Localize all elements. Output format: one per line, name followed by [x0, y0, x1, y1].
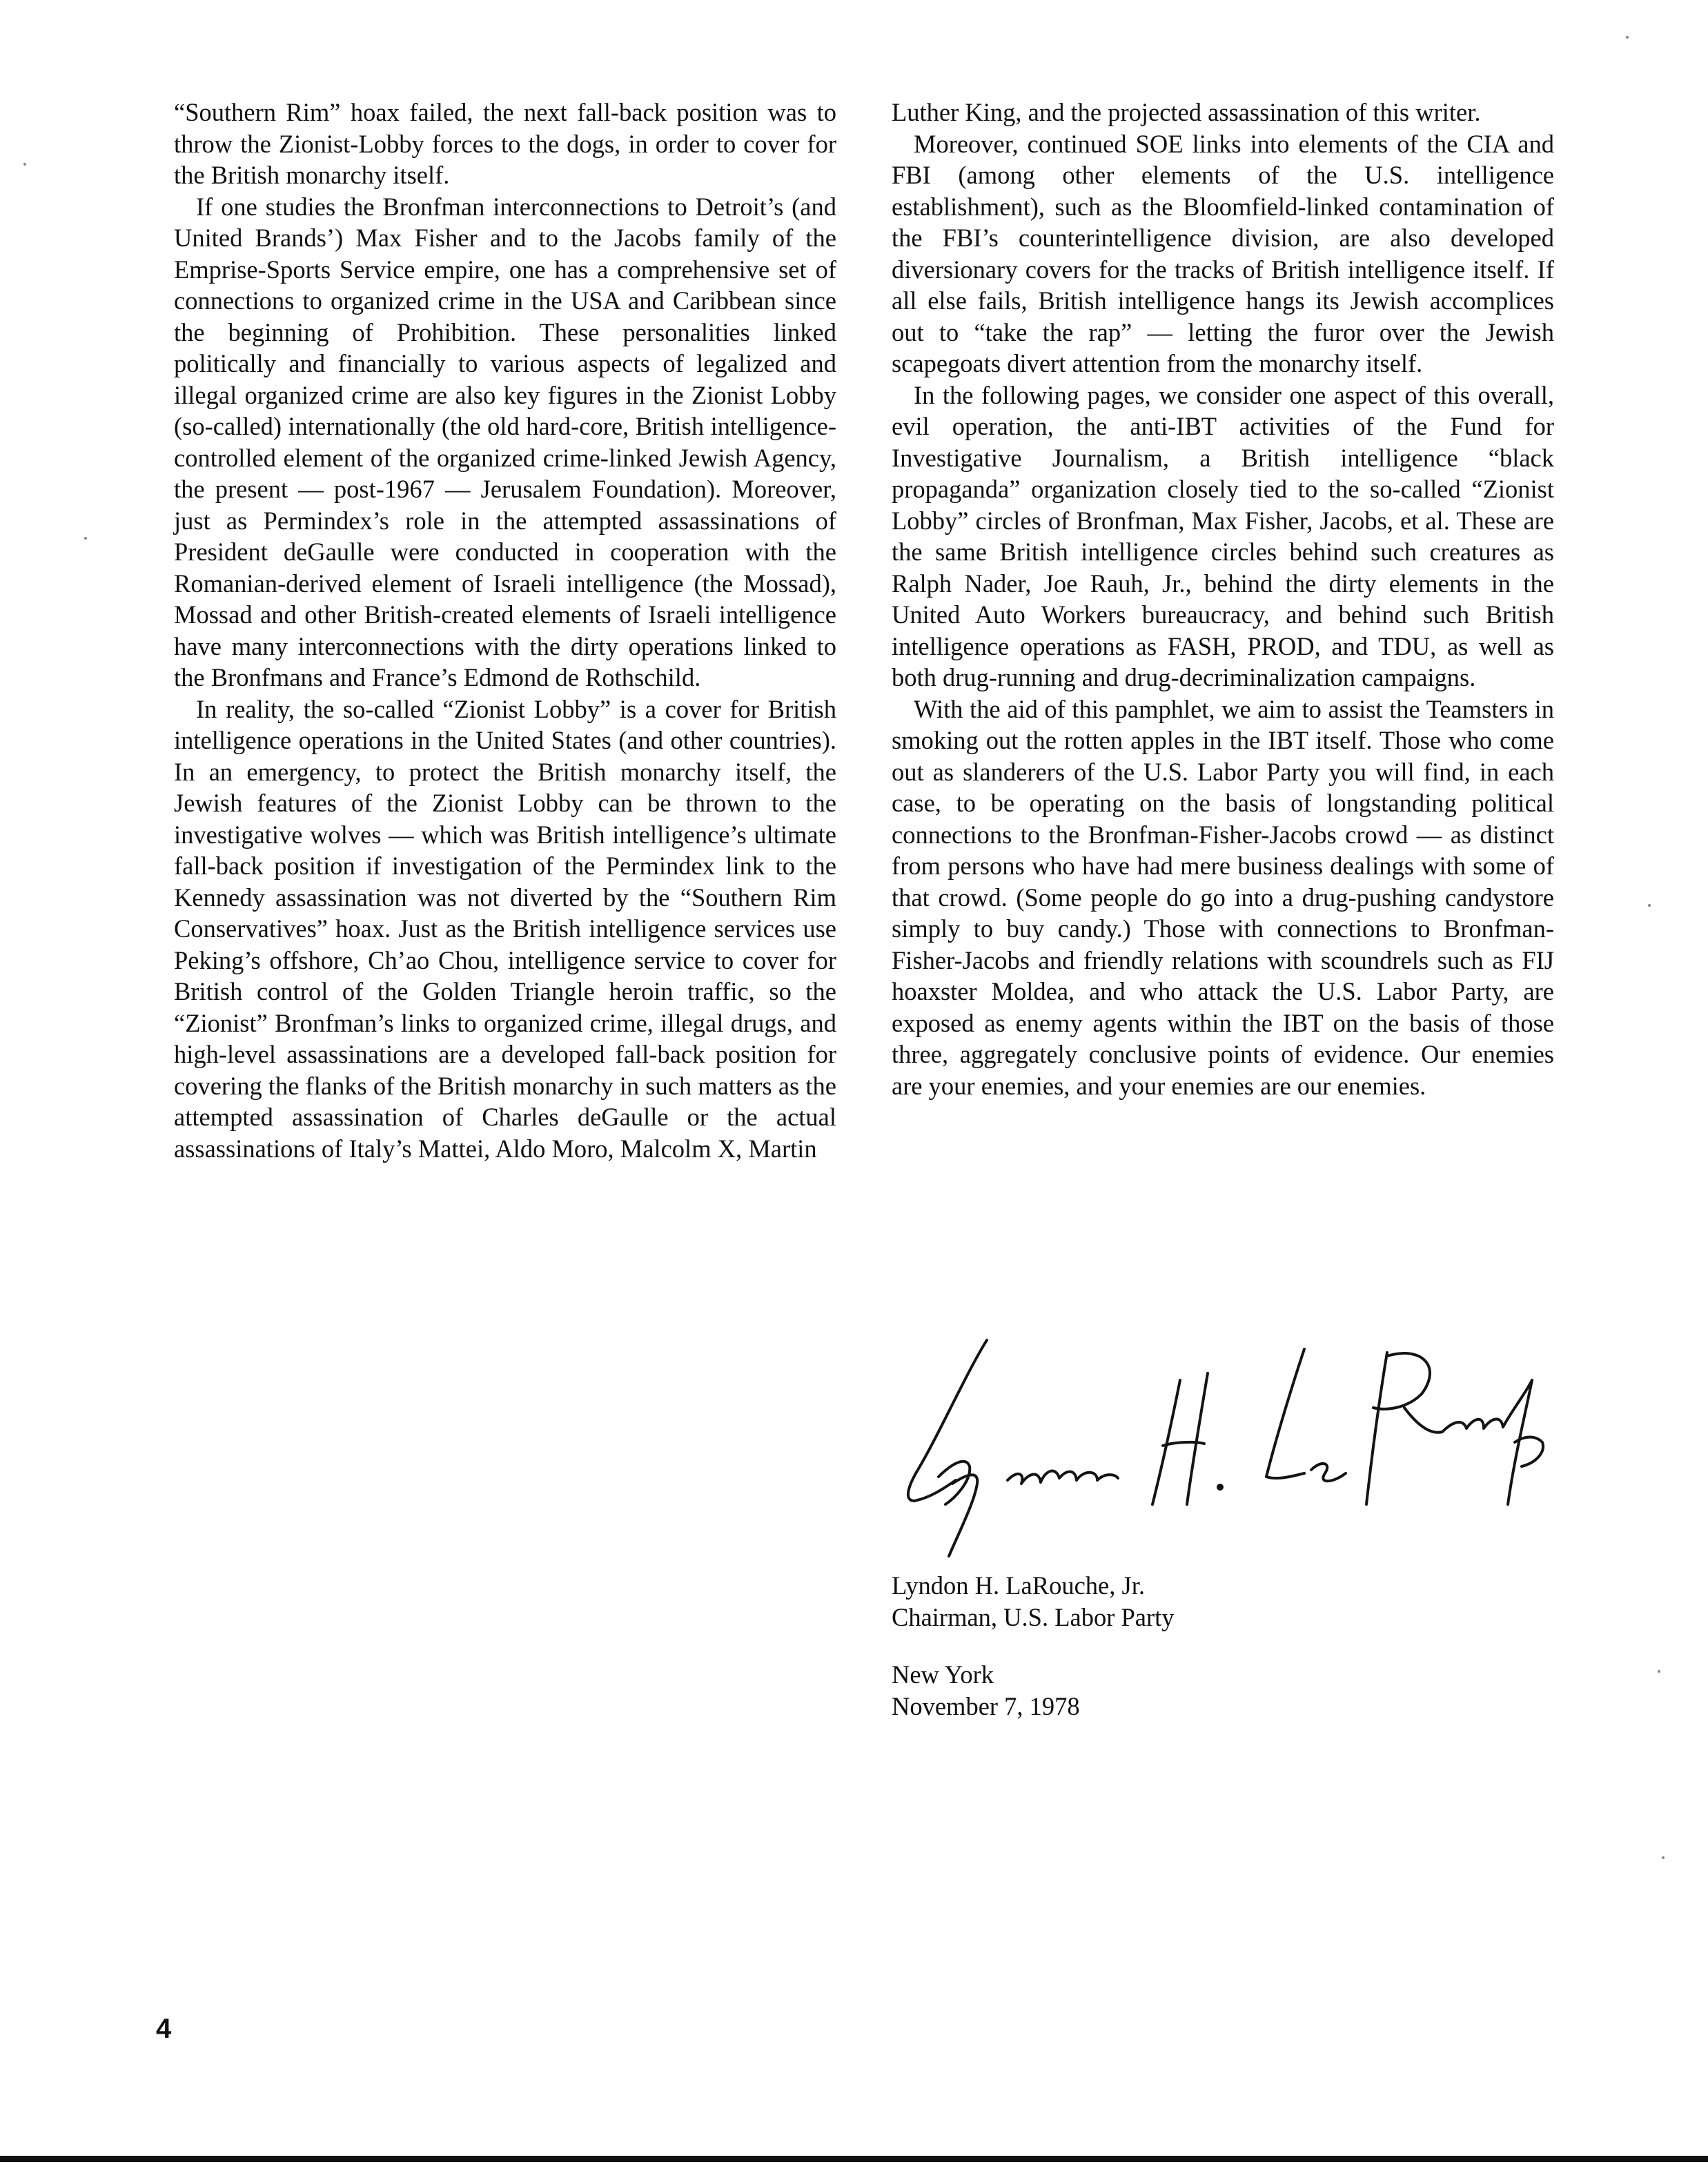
scan-speck [1662, 1856, 1665, 1859]
right-column [892, 97, 1554, 1101]
signing-date: November 7, 1978 [892, 1691, 1080, 1720]
paragraph: With the aid of this pamphlet, we aim to assist the Teamsters in smoking out the rotten apples in the IBT itself. Those who come out as slanderers of the U.S. Labor Party you will find, in each case, to be operating on the basis of longstanding political connections to the Bronfman-Fisher-Jacobs crowd — as distinct from persons who have had mere business dealings with some of that crowd. (Some people do go into a drug-pushing candystore simply to buy candy.) Those with connections to Bronfman-Fisher-Jacobs and friendly relations with scoundrels such as FIJ hoaxster Moldea, and who attack the U.S. Labor Party, are exposed as enemy agents within the IBT on the basis of those three, aggregately conclusive points of evidence. Our enemies are your enemies, and your enemies are our enemies. [892, 694, 1554, 1100]
paragraph: Moreover, continued SOE links into elements of the CIA and FBI (among other elements of the U.S. intelligence establishment), such as the Bloomfield-linked contamination of the FBI’s counterintelligence division, are also developed diversionary covers for the tracks of British intelligence itself. If all else fails, British intelligence hangs its Jewish accomplices out to “take the rap” — letting the furor over the Jewish scapegoats divert attention from the monarchy itself. [892, 129, 1554, 377]
signer-title: Chairman, U.S. Labor Party [892, 1602, 1175, 1631]
bottom-rule [0, 2156, 1708, 2162]
paragraph: Luther King, and the projected assassination of this writer. [892, 98, 1481, 126]
scan-speck [1648, 904, 1651, 907]
scan-speck [84, 537, 87, 540]
scan-speck [23, 163, 26, 166]
scan-speck [1626, 36, 1629, 39]
paragraph: In reality, the so-called “Zionist Lobby” is a cover for British intelligence operations in the United States (and other countries). In an emergency, to protect the British monarchy itself, the Jewish features of the Zionist Lobby can be thrown to the investigative wolves — which was British intelligence’s ultimate fall-back position if investigation of the Permindex link to the Kennedy assassination was not diverted by the “Southern Rim Conservatives” hoax. Just as the British intelligence services use Peking’s offshore, Ch’ao Chou, intelligence service to cover for British control of the Golden Triangle heroin traffic, so the “Zionist” Bronfman’s links to organized crime, illegal drugs, and high-level assassinations are a developed fall-back position for covering the flanks of the British monarchy in such matters as the attempted assassination of Charles deGaulle or the actual assassinations of Italy’s Mattei, Aldo Moro, Malcolm X, Martin [174, 694, 836, 1163]
paragraph: In the following pages, we consider one aspect of this overall, evil operation, the anti-IBT activities of the Fund for Investigative Journalism, a British intelligence “black propaganda” organization closely tied to the so-called “Zionist Lobby” circles of Bronfman, Max Fisher, Jacobs, et al. These are the same British intelligence circles behind such creatures as Ralph Nader, Joe Rauh, Jr., behind the dirty elements in the United Auto Workers bureaucracy, and behind such British intelligence operations as FASH, PROD, and TDU, as well as both drug-running and drug-decriminalization campaigns. [892, 380, 1554, 691]
left-column [174, 97, 836, 1164]
handwritten-signature [890, 1332, 1573, 1566]
signing-place: New York [892, 1660, 994, 1689]
scan-speck [1658, 1670, 1660, 1673]
page-number: 4 [156, 2014, 172, 2044]
signature-block [892, 1570, 1175, 1722]
signer-name: Lyndon H. LaRouche, Jr. [892, 1571, 1145, 1600]
paragraph: If one studies the Bronfman interconnections to Detroit’s (and United Brands’) Max Fisher and to the Jacobs family of the Emprise-Sports Service empire, one has a comprehensive set of connections to organized crime in the USA and Caribbean since the beginning of Prohibition. These personalities linked politically and financially to various aspects of legalized and illegal organized crime are also key figures in the Zionist Lobby (so-called) internationally (the old hard-core, British intelligence-controlled element of the organized crime-linked Jewish Agency, the present — post-1967 — Jerusalem Foundation). Moreover, just as Permindex’s role in the attempted assassinations of President deGaulle were conducted in cooperation with the Romanian-derived element of Israeli intelligence (the Mossad), Mossad and other British-created elements of Israeli intelligence have many interconnections with the dirty operations linked to the Bronfmans and France’s Edmond de Rothschild. [174, 192, 836, 691]
paragraph: “Southern Rim” hoax failed, the next fall-back position was to throw the Zionist-Lobby forces to the dogs, in order to cover for the British monarchy itself. [174, 98, 836, 189]
